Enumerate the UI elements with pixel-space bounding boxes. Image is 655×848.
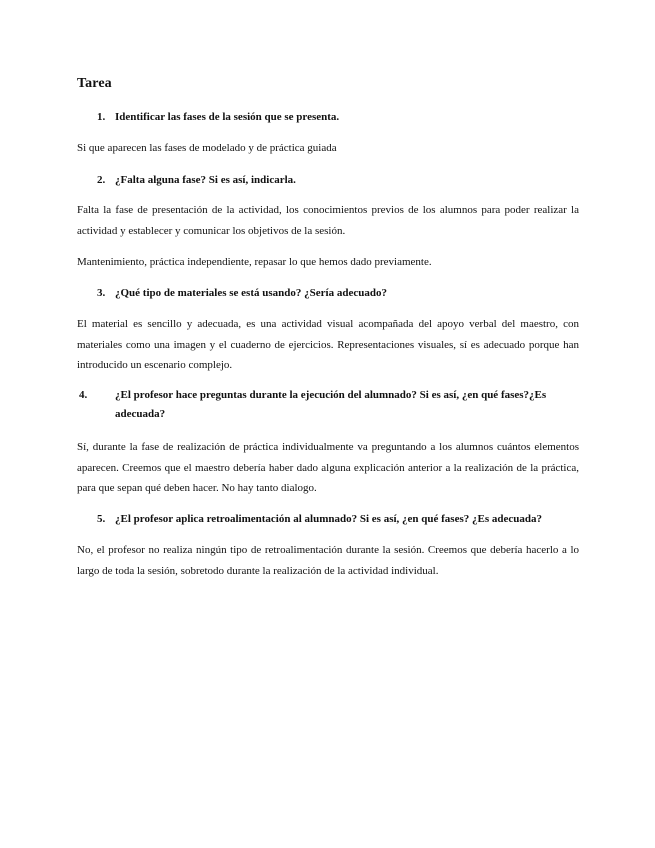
question-number: 4. xyxy=(79,389,88,401)
question-4 xyxy=(79,386,579,424)
question-1 xyxy=(97,108,579,127)
question-2 xyxy=(97,171,579,190)
question-number: 3. xyxy=(97,287,106,299)
question-number: 2. xyxy=(97,174,106,186)
question-3 xyxy=(97,284,579,303)
question-text: ¿Qué tipo de materiales se está usando? ¿Sería adecuado? xyxy=(115,287,387,299)
page-title: Tarea xyxy=(77,76,112,91)
answer-2-paragraph-2: Mantenimiento, práctica independiente, repasar lo que hemos dado previamente. xyxy=(77,256,432,268)
question-number: 5. xyxy=(97,513,106,525)
answer-5-paragraph-1: No, el profesor no realiza ningún tipo de retroalimentación durante la sesión. Creemos que debería hacerlo a lo largo de toda la sesión, sobretodo durante la realización de la actividad individual. xyxy=(77,544,579,577)
question-text: ¿El profesor aplica retroalimentación al alumnado? Si es así, ¿en qué fases? ¿Es adecuada? xyxy=(115,513,542,525)
question-5 xyxy=(97,510,579,529)
answer-1-paragraph-1: Si que aparecen las fases de modelado y de práctica guiada xyxy=(77,142,337,154)
question-number: 1. xyxy=(97,111,106,123)
answer-2-paragraph-1: Falta la fase de presentación de la actividad, los conocimientos previos de los alumnos para poder realizar la actividad y establecer y comunicar los objetivos de la sesión. xyxy=(77,204,579,237)
question-text: ¿El profesor hace preguntas durante la ejecución del alumnado? Si es así, ¿en qué fases?¿Es adecuada? xyxy=(115,389,547,420)
answer-3-paragraph-1: El material es sencillo y adecuada, es una actividad visual acompañada del apoyo verbal del maestro, con materiales como una imagen y el cuaderno de ejercicios. Representaciones visuales, sí es adecuado porque han introducido un escenario complejo. xyxy=(77,318,579,371)
question-text: Identificar las fases de la sesión que se presenta. xyxy=(115,111,340,123)
question-text: ¿Falta alguna fase? Si es así, indicarla. xyxy=(115,174,296,186)
answer-4-paragraph-1: Sí, durante la fase de realización de práctica individualmente va preguntando a los alumnos cuántos elementos aparecen. Creemos que el maestro debería haber dado alguna explicación anterior a la realización de la práctica, para que sepan qué deben hacer. No hay tanto dialogo. xyxy=(77,441,579,494)
